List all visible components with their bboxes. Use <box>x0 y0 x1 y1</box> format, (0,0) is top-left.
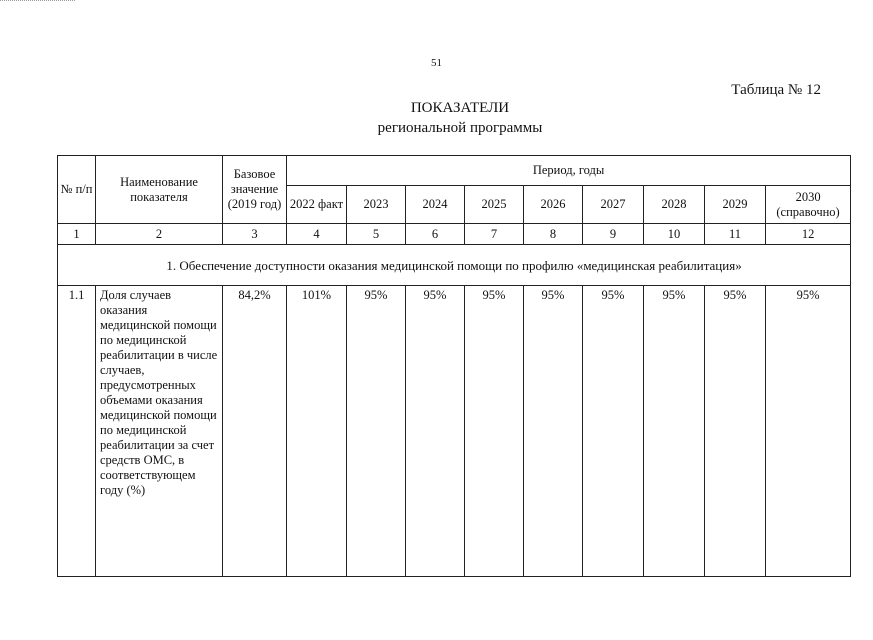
row-value: 95% <box>347 286 406 577</box>
column-number: 12 <box>766 224 851 245</box>
row-name: Доля случаев оказания медицинской помощи по медицинской реабилитации в числе случаев, предусмотренных объемами оказания медицинской помощи по медицинской реабилитации за счет средств ОМС, в соответствующем году (%) <box>96 286 223 577</box>
section-row <box>58 245 851 286</box>
row-num: 1.1 <box>58 286 96 577</box>
row-value: 101% <box>287 286 347 577</box>
column-number: 4 <box>287 224 347 245</box>
row-value: 95% <box>406 286 465 577</box>
document-title: ПОКАЗАТЕЛИ <box>410 100 510 116</box>
header-period: Период, годы <box>287 156 851 186</box>
header-year: 2025 <box>465 186 524 224</box>
header-year: 2024 <box>406 186 465 224</box>
column-number: 3 <box>223 224 287 245</box>
indicators-table <box>57 155 851 577</box>
scan-edge-mark <box>0 0 75 1</box>
column-number: 6 <box>406 224 465 245</box>
section-title: 1. Обеспечение доступности оказания медицинской помощи по профилю «медицинская реабилитация» <box>58 245 851 286</box>
row-value: 95% <box>524 286 583 577</box>
table-label: Таблица № 12 <box>731 82 821 98</box>
column-number: 11 <box>705 224 766 245</box>
column-numbers-row <box>58 224 851 245</box>
header-year: 2026 <box>524 186 583 224</box>
row-value: 95% <box>705 286 766 577</box>
header-year: 2030 (справочно) <box>766 186 851 224</box>
page-number: 51 <box>431 57 442 69</box>
table-row <box>58 286 851 577</box>
header-year: 2022 факт <box>287 186 347 224</box>
row-value: 95% <box>644 286 705 577</box>
row-base-value: 84,2% <box>223 286 287 577</box>
document-subtitle: региональной программы <box>377 120 543 136</box>
column-number: 9 <box>583 224 644 245</box>
header-num: № п/п <box>58 156 96 224</box>
header-year: 2027 <box>583 186 644 224</box>
column-number: 5 <box>347 224 406 245</box>
column-number: 10 <box>644 224 705 245</box>
header-year: 2029 <box>705 186 766 224</box>
header-base: Базовое значение (2019 год) <box>223 156 287 224</box>
header-year: 2023 <box>347 186 406 224</box>
column-number: 2 <box>96 224 223 245</box>
column-number: 7 <box>465 224 524 245</box>
column-number: 1 <box>58 224 96 245</box>
row-value: 95% <box>465 286 524 577</box>
column-number: 8 <box>524 224 583 245</box>
row-value: 95% <box>766 286 851 577</box>
header-name: Наименование показателя <box>96 156 223 224</box>
row-value: 95% <box>583 286 644 577</box>
header-year: 2028 <box>644 186 705 224</box>
header-row <box>58 156 851 186</box>
